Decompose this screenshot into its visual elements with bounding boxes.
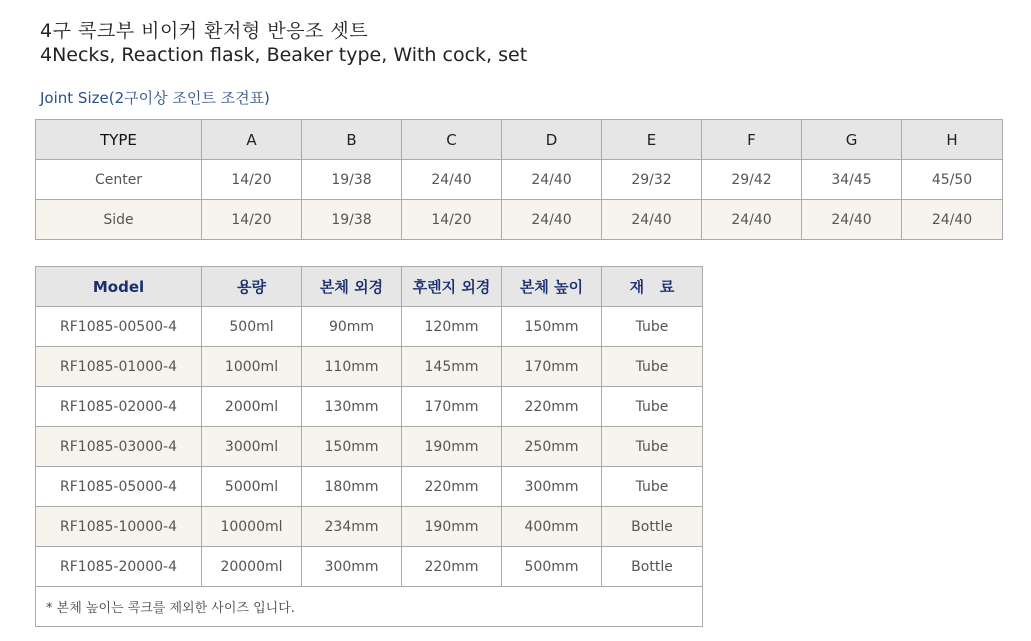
table-cell: RF1085-02000-4	[36, 387, 202, 427]
table-cell: 45/50	[902, 160, 1003, 200]
table-row	[36, 160, 1003, 200]
table-cell: RF1085-20000-4	[36, 547, 202, 587]
table-row	[36, 307, 703, 347]
model-spec-table	[35, 266, 703, 627]
table-cell: 190mm	[402, 427, 502, 467]
table-cell: 190mm	[402, 507, 502, 547]
table-note-row	[36, 587, 703, 627]
table-cell: RF1085-01000-4	[36, 347, 202, 387]
joint-header-cell: B	[302, 120, 402, 160]
table-cell: Center	[36, 160, 202, 200]
table-cell: 24/40	[702, 200, 802, 240]
table-row	[36, 507, 703, 547]
table-cell: 220mm	[402, 547, 502, 587]
joint-header-cell: C	[402, 120, 502, 160]
table-cell: 20000ml	[202, 547, 302, 587]
table-row	[36, 427, 703, 467]
table-cell: RF1085-03000-4	[36, 427, 202, 467]
table-cell: 180mm	[302, 467, 402, 507]
height-footnote: * 본체 높이는 콕크를 제외한 사이즈 입니다.	[36, 587, 703, 627]
page-title-korean: 4구 콕크부 비이커 환저형 반응조 셋트	[40, 20, 369, 42]
table-cell: 2000ml	[202, 387, 302, 427]
joint-header-cell: A	[202, 120, 302, 160]
table-cell: 234mm	[302, 507, 402, 547]
table-cell: Bottle	[602, 507, 703, 547]
table-cell: 24/40	[802, 200, 902, 240]
table-cell: 110mm	[302, 347, 402, 387]
table-cell: 14/20	[402, 200, 502, 240]
table-cell: 150mm	[502, 307, 602, 347]
table-cell: 150mm	[302, 427, 402, 467]
table-cell: RF1085-00500-4	[36, 307, 202, 347]
table-cell: 24/40	[402, 160, 502, 200]
table-cell: 5000ml	[202, 467, 302, 507]
table-row	[36, 547, 703, 587]
table-row	[36, 467, 703, 507]
table-cell: Tube	[602, 427, 703, 467]
table-cell: 14/20	[202, 160, 302, 200]
table-cell: Bottle	[602, 547, 703, 587]
page-title-english: 4Necks, Reaction flask, Beaker type, With cock, set	[40, 44, 528, 66]
model-header-cell: 본체 높이	[502, 267, 602, 307]
table-cell: 130mm	[302, 387, 402, 427]
table-cell: 10000ml	[202, 507, 302, 547]
table-cell: RF1085-05000-4	[36, 467, 202, 507]
table-cell: 500mm	[502, 547, 602, 587]
table-cell: 19/38	[302, 200, 402, 240]
table-row	[36, 200, 1003, 240]
model-header-cell: 본체 외경	[302, 267, 402, 307]
model-header-cell: 재 료	[602, 267, 703, 307]
table-cell: 19/38	[302, 160, 402, 200]
table-cell: 1000ml	[202, 347, 302, 387]
table-cell: 24/40	[502, 200, 602, 240]
table-cell: 250mm	[502, 427, 602, 467]
joint-header-cell: F	[702, 120, 802, 160]
table-cell: 24/40	[902, 200, 1003, 240]
joint-header-cell: E	[602, 120, 702, 160]
model-header-cell: 후렌지 외경	[402, 267, 502, 307]
joint-header-cell: H	[902, 120, 1003, 160]
table-cell: 170mm	[402, 387, 502, 427]
table-cell: 145mm	[402, 347, 502, 387]
joint-size-table	[35, 119, 1003, 240]
joint-header-cell: D	[502, 120, 602, 160]
table-row	[36, 347, 703, 387]
table-cell: Tube	[602, 467, 703, 507]
table-cell: Tube	[602, 387, 703, 427]
model-header-cell: 용량	[202, 267, 302, 307]
table-cell: 24/40	[502, 160, 602, 200]
table-cell: 34/45	[802, 160, 902, 200]
joint-header-cell: G	[802, 120, 902, 160]
table-cell: 300mm	[502, 467, 602, 507]
table-cell: 170mm	[502, 347, 602, 387]
table-cell: 300mm	[302, 547, 402, 587]
table-cell: 24/40	[602, 200, 702, 240]
table-cell: Side	[36, 200, 202, 240]
table-cell: 29/42	[702, 160, 802, 200]
table-cell: 400mm	[502, 507, 602, 547]
table-cell: 120mm	[402, 307, 502, 347]
table-cell: 220mm	[402, 467, 502, 507]
table-cell: 220mm	[502, 387, 602, 427]
joint-size-heading: Joint Size(2구이상 조인트 조견표)	[40, 89, 270, 107]
model-table-header-row	[36, 267, 703, 307]
joint-table-header-row	[36, 120, 1003, 160]
table-cell: 500ml	[202, 307, 302, 347]
joint-header-cell: TYPE	[36, 120, 202, 160]
table-cell: Tube	[602, 307, 703, 347]
table-cell: 14/20	[202, 200, 302, 240]
table-cell: 90mm	[302, 307, 402, 347]
model-header-cell: Model	[36, 267, 202, 307]
table-cell: Tube	[602, 347, 703, 387]
table-row	[36, 387, 703, 427]
table-cell: 3000ml	[202, 427, 302, 467]
table-cell: RF1085-10000-4	[36, 507, 202, 547]
table-cell: 29/32	[602, 160, 702, 200]
